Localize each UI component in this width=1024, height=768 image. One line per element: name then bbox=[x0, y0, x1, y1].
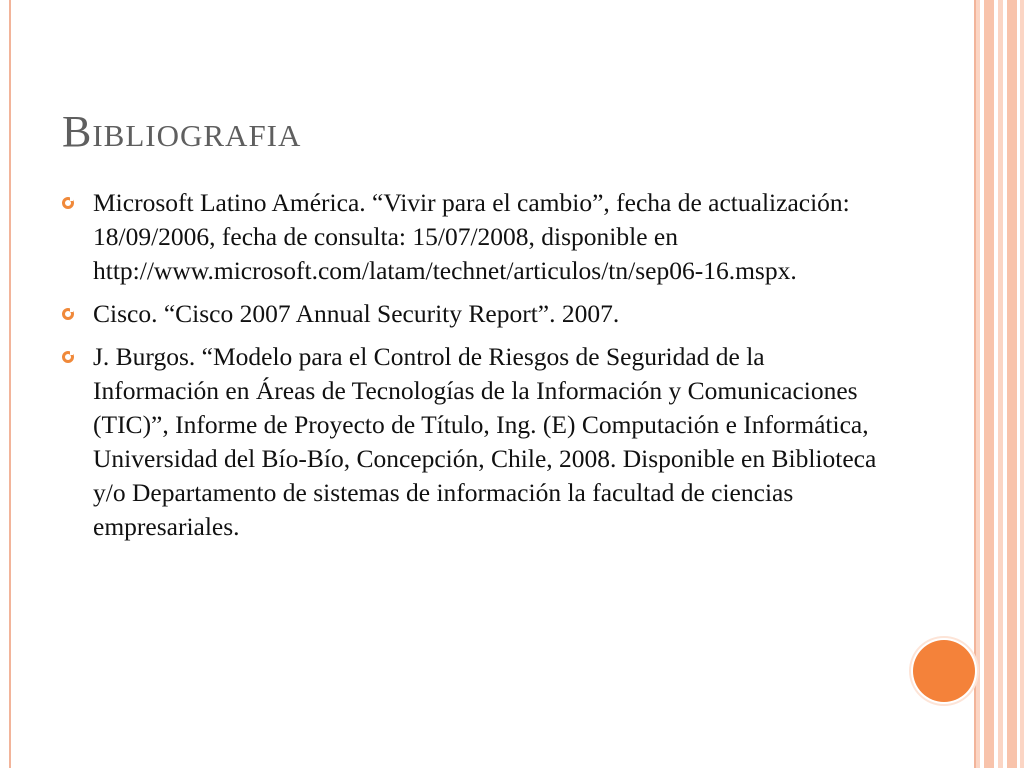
stripe bbox=[1007, 0, 1017, 768]
bibliography-item bbox=[62, 297, 892, 331]
bibliography-item-text: J. Burgos. “Modelo para el Control de Riesgos de Seguridad de la Información en Áreas de Tecnologías de la Información y Comunicaciones (TIC)”, Informe de Proyecto de Título, Ing. (E) Computación e Informática, Universidad del Bío-Bío, Concepción, Chile, 2008. Disponible en Biblioteca y/o Departamento de sistemas de información la facultad de ciencias empresariales. bbox=[93, 342, 877, 541]
bibliography-item bbox=[62, 340, 892, 544]
bibliography-item-text: Microsoft Latino América. “Vivir para el cambio”, fecha de actualización: 18/09/2006, fecha de consulta: 15/07/2008, disponible en http://www.microsoft.com/latam/technet/articulos/tn/sep06-16.mspx. bbox=[93, 188, 850, 285]
bullet-ring-icon bbox=[62, 308, 74, 320]
bullet-ring-icon bbox=[62, 351, 74, 363]
decorative-stripes bbox=[976, 0, 1024, 768]
bibliography-list bbox=[62, 186, 892, 553]
stripe bbox=[998, 0, 1003, 768]
slide-title: Bibliografia bbox=[62, 107, 302, 156]
bibliography-item bbox=[62, 186, 892, 288]
decorative-circle bbox=[913, 640, 975, 702]
stripe bbox=[976, 0, 980, 768]
bibliography-item-text: Cisco. “Cisco 2007 Annual Security Report”. 2007. bbox=[93, 299, 620, 328]
bullet-ring-icon bbox=[62, 197, 74, 209]
stripe bbox=[1020, 0, 1024, 768]
stripe bbox=[984, 0, 994, 768]
